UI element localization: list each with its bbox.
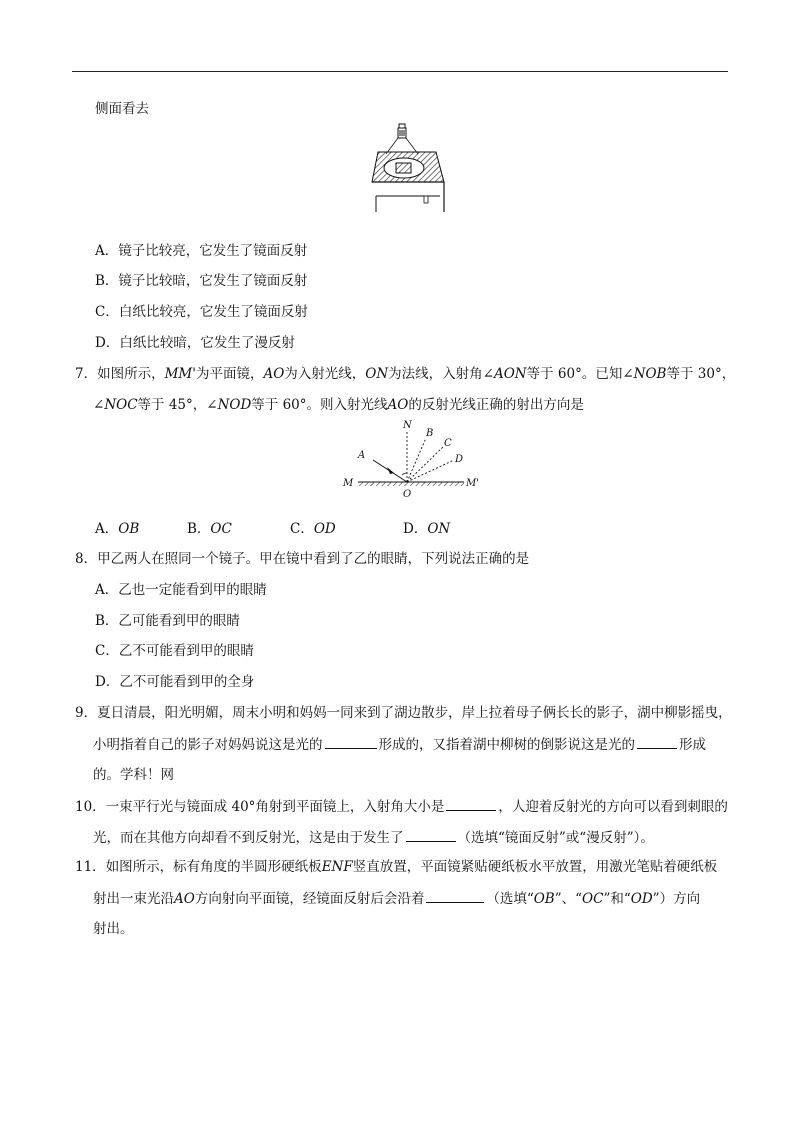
q6-option-b[interactable]: B．镜子比较暗，它发生了镜面反射 [95,273,308,289]
side-view-label: 侧面看去 [95,101,149,117]
q7-option-c[interactable]: C．OD [290,521,336,537]
q6-option-c[interactable]: C．白纸比较亮，它发生了镜面反射 [95,304,308,320]
q9-line3: 的。学科！网 [93,767,174,783]
q9-line1: 9．夏日清晨，阳光明媚，周末小明和妈妈一同来到了湖边散步，岸上拉着母子俩长长的影子，湖中柳影摇曳， [75,705,732,721]
header-rule [72,71,728,72]
label-M: M [343,478,354,489]
q11-blank[interactable] [426,888,484,903]
q7-stem-line2: ∠NOC等于 45°，∠NOD等于 60°。则入射光线AO的反射光线正确的射出方向是 [93,397,584,413]
q8-option-d[interactable]: D．乙不可能看到甲的全身 [95,674,255,690]
q7-option-b[interactable]: B．OC [187,521,232,537]
q10-blank-2[interactable] [406,827,456,842]
label-A: A [358,450,366,461]
q9-line2: 小明指着自己的影子对妈妈说这是光的 形成的，又指着湖中柳树的倒影说这是光的 形成 [93,734,706,755]
q7-stem-line1: 7．如图所示，MM'为平面镜，AO为入射光线，ON为法线，入射角∠AON等于 60°。已知∠NOB等于 30°， [75,366,736,382]
label-O: O [403,489,412,500]
label-M-prime: M' [466,478,479,489]
q8-stem: 8．甲乙两人在照同一个镜子。甲在镜中看到了乙的眼睛，下列说法正确的是 [75,551,530,567]
label-B: B [426,428,434,439]
label-D: D [455,454,464,465]
q11-line1: 11．如图所示，标有角度的半圆形硬纸板ENF竖直放置，平面镜紧贴硬纸板水平放置，用激光笔贴着硬纸板 [75,859,718,875]
reflection-rays-figure [340,420,490,500]
q11-line2: 射出一束光沿AO方向射向平面镜，经镜面反射后会沿着 （选填“OB”、“OC”和“OD”）方向 [93,888,700,909]
q8-option-b[interactable]: B．乙可能看到甲的眼睛 [95,613,240,629]
q8-option-c[interactable]: C．乙不可能看到甲的眼睛 [95,643,254,659]
q7-option-a[interactable]: A．OB [95,521,140,537]
q9-blank-1[interactable] [325,734,377,749]
label-N: N [403,420,412,431]
label-C: C [444,438,452,449]
q6-option-a[interactable]: A．镜子比较亮，它发生了镜面反射 [95,243,308,259]
mirror-paper-figure [370,122,452,212]
q9-blank-2[interactable] [637,734,677,749]
q6-option-d[interactable]: D．白纸比较暗，它发生了漫反射 [95,335,295,351]
q8-option-a[interactable]: A．乙也一定能看到甲的眼睛 [95,582,267,598]
q7-option-d[interactable]: D．ON [403,521,451,537]
q11-line3: 射出。 [93,921,134,937]
q10-blank-1[interactable] [446,796,496,811]
q10-line1: 10．一束平行光与镜面成 40°角射到平面镜上，入射角大小是 ，人迎着反射光的方向可以看到刺眼的 [75,796,728,817]
q10-line2: 光，而在其他方向却看不到反射光，这是由于发生了 （选填“镜面反射”或“漫反射”）。 [93,827,654,848]
